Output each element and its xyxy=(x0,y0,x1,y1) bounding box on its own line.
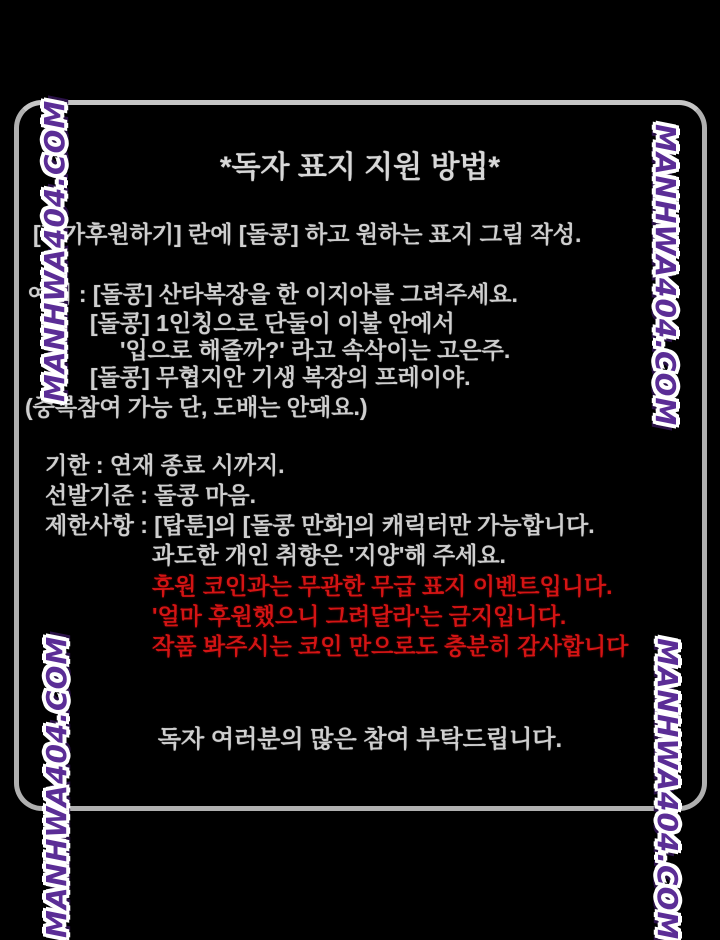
watermark-top-left: MANHWA404.COM xyxy=(38,99,71,402)
watermark-bottom-left: MANHWA404.COM xyxy=(40,635,73,938)
example-line: [돌콩] 1인칭으로 단둘이 이불 안에서 xyxy=(90,310,455,336)
notice-footer: 독자 여러분의 많은 참여 부탁드립니다. xyxy=(157,726,563,753)
notice-title: *독자 표지 지원 방법* xyxy=(219,151,501,184)
example-line: 예시 : [돌콩] 산타복장을 한 이지아를 그려주세요. xyxy=(28,281,518,307)
watermark-bottom-right: MANHWA404.COM xyxy=(651,638,684,940)
notice-intro: [작가후원하기] 란에 [돌콩] 하고 원하는 표지 그림 작성. xyxy=(33,221,582,247)
warning-line: 작품 봐주시는 코인 만으로도 충분히 감사합니다 xyxy=(152,633,629,659)
rule-restriction: 제한사항 : [탑툰]의 [돌콩 만화]의 캐릭터만 가능합니다. xyxy=(45,512,595,538)
example-line: '입으로 해줄까?' 라고 속삭이는 고은주. xyxy=(120,337,511,363)
watermark-top-right: MANHWA404.COM xyxy=(649,124,682,427)
rule-criteria: 선발기준 : 돌콩 마음. xyxy=(45,482,256,508)
rule-deadline: 기한 : 연재 종료 시까지. xyxy=(45,452,285,478)
example-line: [돌콩] 무협지안 기생 복장의 프레이야. xyxy=(90,364,471,390)
warning-line: '얼마 후원했으니 그려달라'는 금지입니다. xyxy=(152,603,567,629)
rule-restriction-cont: 과도한 개인 취향은 '지양'해 주세요. xyxy=(152,542,506,568)
warning-line: 후원 코인과는 무관한 무급 표지 이벤트입니다. xyxy=(152,573,613,599)
example-note: (중복참여 가능 단, 도배는 안돼요.) xyxy=(25,394,368,420)
